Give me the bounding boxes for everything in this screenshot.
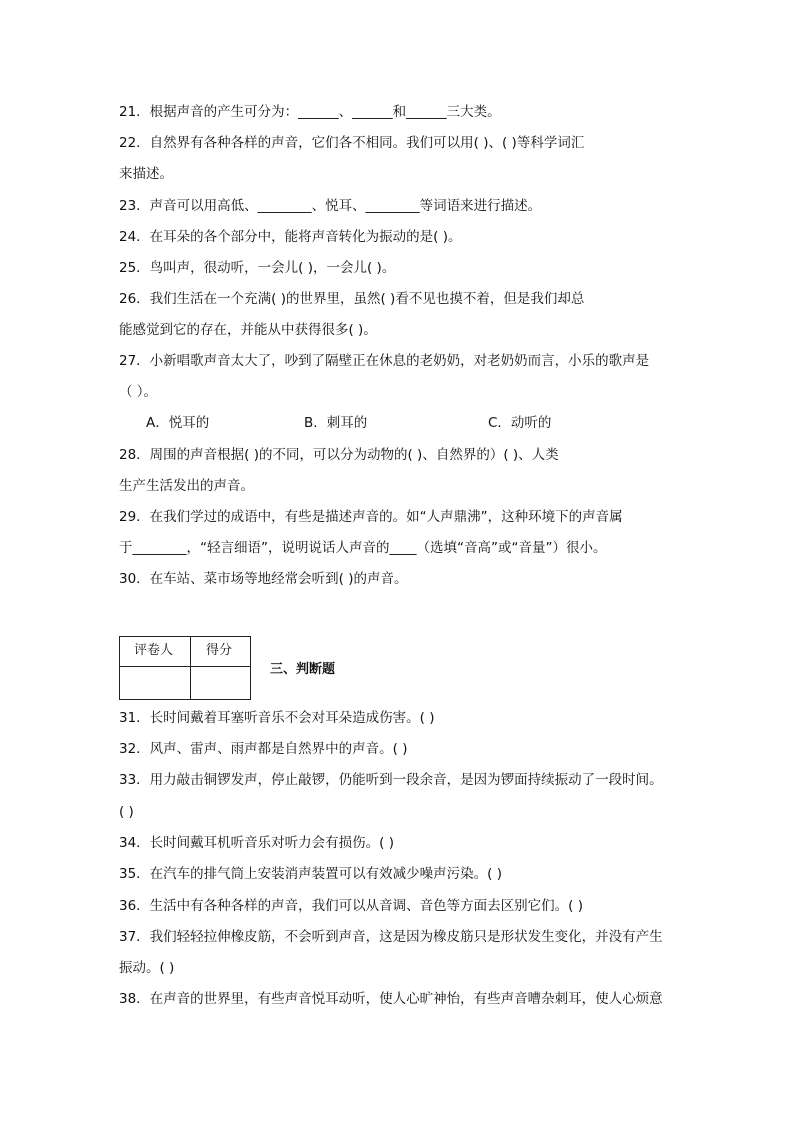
- q28-line-cont: 生产生活发出的声音。: [119, 478, 254, 494]
- q24-line: 24．在耳朵的各个部分中，能将声音转化为振动的是( )。: [119, 229, 462, 245]
- q22-line-cont: 来描述。: [119, 166, 173, 182]
- q38-line: 38．在声音的世界里，有些声音悦耳动听，使人心旷神怡，有些声音嘈杂刺耳，使人心烦意: [119, 991, 663, 1007]
- q23-line: 23．声音可以用高低、________、悦耳、________等词语来进行描述。: [119, 198, 542, 214]
- q33-line: 33．用力敲击铜锣发声，停止敲锣，仍能听到一段余音，是因为锣面持续振动了一段时间。: [119, 772, 663, 788]
- section-title-judgement: 三、判断题: [270, 662, 336, 677]
- q27-option-c: C．动听的: [488, 415, 552, 431]
- q29-line: 29．在我们学过的成语中，有些是描述声音的。如“人声鼎沸”，这种环境下的声音属: [119, 509, 623, 525]
- q37-line-cont: 振动。( ): [119, 960, 175, 976]
- q34-line: 34．长时间戴耳机听音乐对听力会有损伤。( ): [119, 835, 395, 851]
- q27-option-b: B．刺耳的: [304, 415, 368, 431]
- table-divider-vertical: [190, 637, 191, 699]
- score-table: [119, 636, 251, 700]
- q21-line: 21．根据声音的产生可分为：______、______和______三大类。: [119, 104, 501, 120]
- q22-line: 22．自然界有各种各样的声音，它们各不相同。我们可以用( )、( )等科学词汇: [119, 135, 585, 151]
- q27-option-a: A．悦耳的: [146, 415, 210, 431]
- q27-line-cont: （ ）。: [119, 384, 158, 400]
- q32-line: 32．风声、雷声、雨声都是自然界中的声音。( ): [119, 741, 408, 757]
- table-divider-horizontal: [120, 666, 250, 667]
- q27-line: 27．小新唱歌声音太大了，吵到了隔壁正在休息的老奶奶，对老奶奶而言，小乐的歌声是: [119, 353, 650, 369]
- q36-line: 36．生活中有各种各样的声音，我们可以从音调、音色等方面去区别它们。( ): [119, 898, 584, 914]
- q35-line: 35．在汽车的排气筒上安装消声装置可以有效减少噪声污染。( ): [119, 866, 503, 882]
- reviewer-header: 评卷人: [134, 643, 174, 658]
- q26-line-cont: 能感觉到它的存在，并能从中获得很多( )。: [119, 322, 377, 338]
- q30-line: 30．在车站、菜市场等地经常会听到( )的声音。: [119, 571, 408, 587]
- q33-line-cont: ( ): [119, 804, 134, 820]
- q28-line: 28．周围的声音根据( )的不同，可以分为动物的( )、自然界的）( )、人类: [119, 447, 559, 463]
- q26-line: 26．我们生活在一个充满( )的世界里，虽然( )看不见也摸不着，但是我们却总: [119, 291, 585, 307]
- score-header: 得分: [206, 643, 233, 658]
- q25-line: 25．鸟叫声，很动听，一会儿( )，一会儿( )。: [119, 260, 396, 276]
- q29-line-cont: 于________，“轻言细语”，说明说话人声音的____（选填“音高”或“音量”）很小。: [119, 540, 607, 556]
- q37-line: 37．我们轻轻拉伸橡皮筋，不会听到声音，这是因为橡皮筋只是形状发生变化，并没有产生: [119, 929, 663, 945]
- q31-line: 31．长时间戴着耳塞听音乐不会对耳朵造成伤害。( ): [119, 710, 435, 726]
